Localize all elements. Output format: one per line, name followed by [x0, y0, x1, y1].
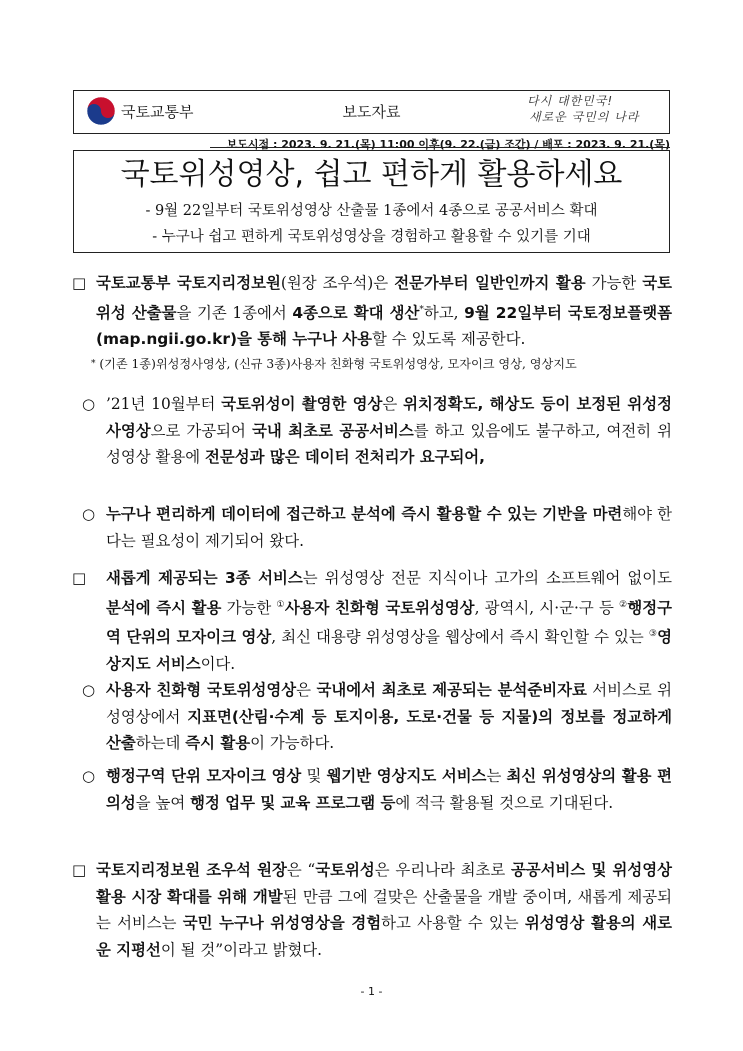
- paragraph-circle-4: 행정구역 단위 모자이크 영상 및 웹기반 영상지도 서비스는 최신 위성영상의 활용 편의성을 높여 행정 업무 및 교육 프로그램 등에 적극 활용될 것으로 기대된다.: [106, 767, 673, 812]
- square-bullet: □: [72, 274, 87, 292]
- paragraph-circle-3: 사용자 친화형 국토위성영상은 국내에서 최초로 제공되는 분석준비자료 서비스로 위성영상에서 지표면(산림·수계 등 토지이용, 도로·건물 등 지물)의 정보를 정교하게 산출하는데 즉시 활용이 가능하다.: [106, 681, 673, 753]
- document-type: 보도자료: [342, 103, 401, 121]
- square-bullet: □: [72, 569, 87, 587]
- paragraph-circle-1: ’21년 10월부터 국토위성이 촬영한 영상은 위치정확도, 해상도 등이 보정된 위성정사영상으로 가공되어 국내 최초로 공공서비스를 하고 있음에도 불구하고, 여전히 위성영상 활용에 전문성과 많은 데이터 전처리가 요구되어,: [106, 395, 673, 467]
- slogan-line-2: 새로운 국민의 나라: [529, 110, 640, 124]
- circle-bullet: ○: [82, 505, 96, 523]
- circle-bullet: ○: [82, 681, 96, 699]
- page-title: 국토위성영상, 쉽고 편하게 활용하세요: [120, 157, 623, 192]
- paragraph-2: 새롭게 제공되는 3종 서비스는 위성영상 전문 지식이나 고가의 소프트웨어 없이도 분석에 즉시 활용 가능한 ①사용자 친화형 국토위성영상, 광역시, 시·군·구 등 ②행정구역 단위의 모자이크 영상, 최신 대용량 위성영상을 웹상에서 즉시 확인할 수 있는 ③영상지도 서비스이다.: [106, 569, 673, 673]
- embargo-underline: [210, 147, 670, 148]
- slogan: [527, 93, 657, 133]
- paragraph-3: 국토지리정보원 조우석 원장은 “국토위성은 우리나라 최초로 공공서비스 및 위성영상 활용 시장 확대를 위해 개발된 만큼 그에 걸맞은 산출물을 개발 중이며, 새롭게 제공되는 서비스는 국민 누구나 위성영상을 경험하고 사용할 수 있는 위성영상 활용의 새로운 지평선이 될 것”이라고 밝혔다.: [96, 861, 673, 959]
- subtitle-1: - 9월 22일부터 국토위성영상 산출물 1종에서 4종으로 공공서비스 확대: [145, 203, 598, 219]
- embargo-info: 보도시점 : 2023. 9. 21.(목) 11:00 이후(9. 22.(금) 조간) / 배포 : 2023. 9. 21.(목): [226, 138, 670, 151]
- square-bullet: □: [72, 861, 87, 879]
- ministry-name: 국토교통부: [121, 103, 194, 121]
- subtitle-2: - 누구나 쉽고 편하게 국토위성영상을 경험하고 활용할 수 있기를 기대: [152, 229, 591, 245]
- footnote: * (기존 1종)위성정사영상, (신규 3종)사용자 친화형 국토위성영상, 모자이크 영상, 영상지도: [91, 357, 577, 371]
- paragraph-1: 국토교통부 국토지리정보원(원장 조우석)은 전문가부터 일반인까지 활용 가능한 국토위성 산출물을 기존 1종에서 4종으로 확대 생산*하고, 9월 22일부터 국토정보플랫폼(map.ngii.go.kr)을 통해 누구나 사용할 수 있도록 제공한다.: [96, 274, 673, 349]
- paragraph-circle-2: 누구나 편리하게 데이터에 접근하고 분석에 즉시 활용할 수 있는 기반을 마련해야 한다는 필요성이 제기되어 왔다.: [106, 505, 672, 550]
- page-number: - 1 -: [360, 985, 383, 998]
- slogan-line-1: 다시 대한민국!: [527, 94, 614, 108]
- circle-bullet: ○: [82, 767, 96, 785]
- circle-bullet: ○: [82, 395, 96, 413]
